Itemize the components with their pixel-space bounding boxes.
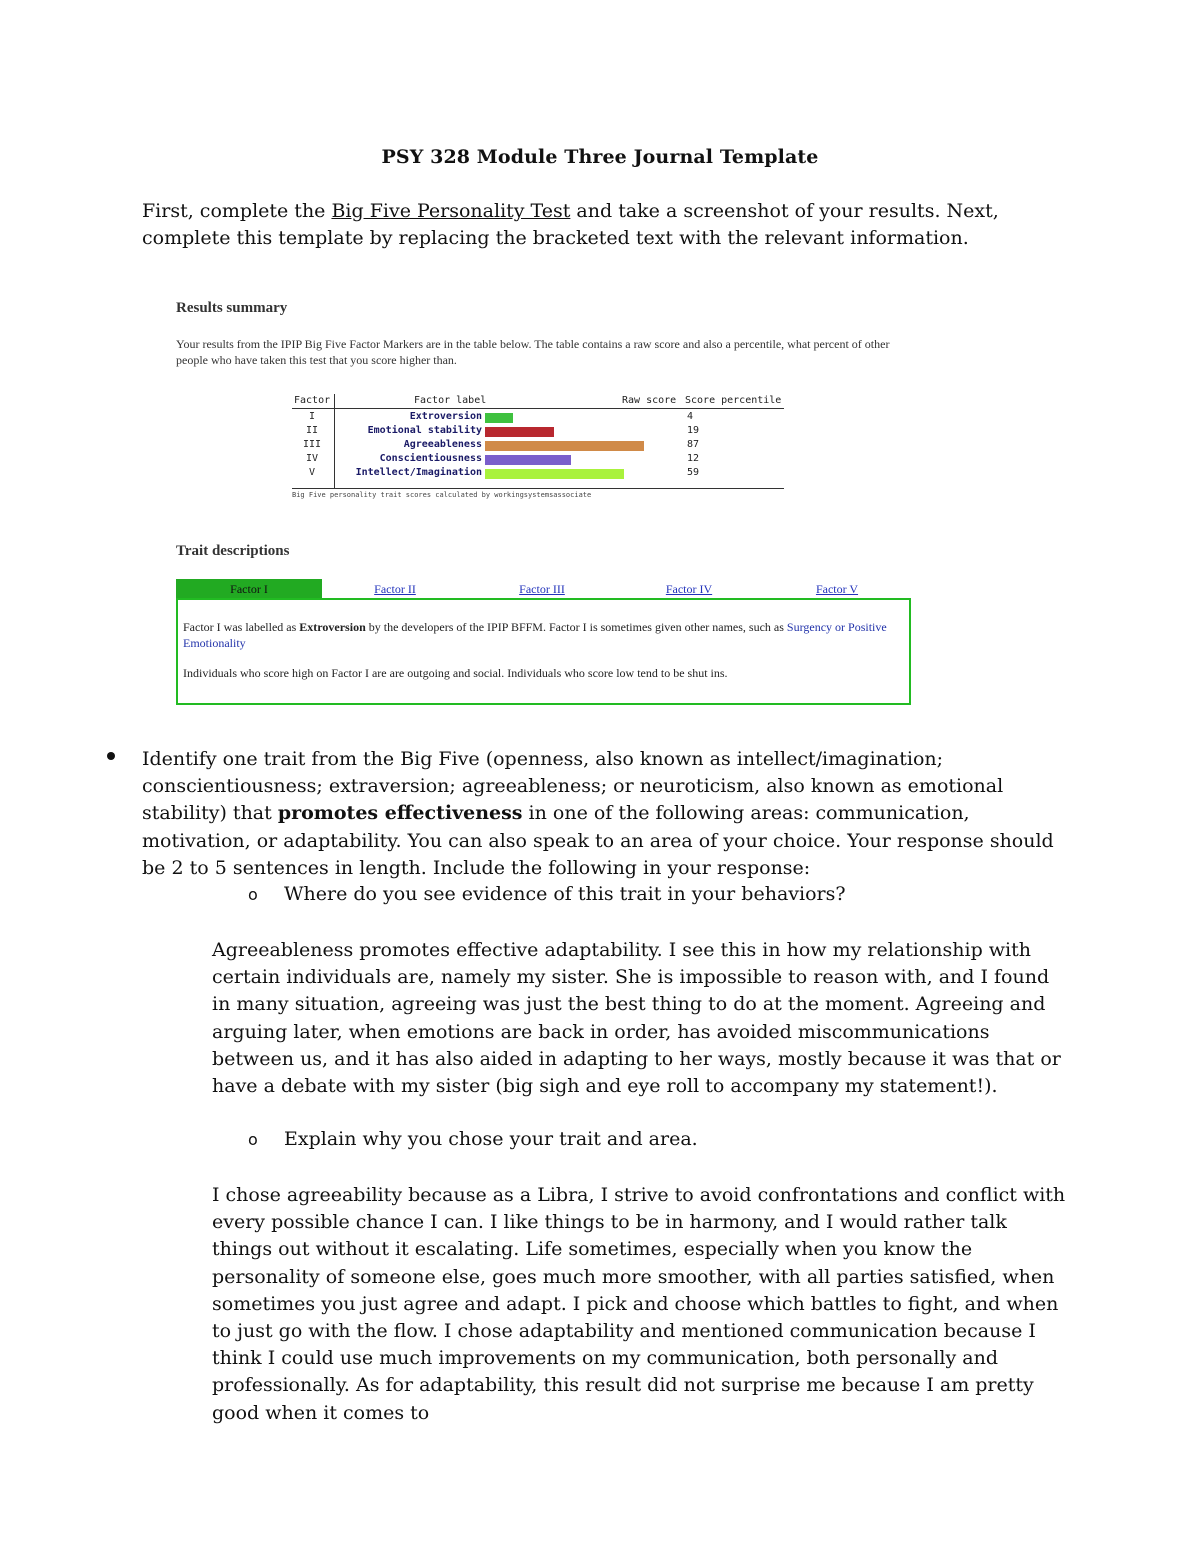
factor-label: Extroversion xyxy=(409,411,482,422)
factor-bar xyxy=(485,427,554,437)
factor-bar xyxy=(485,413,513,423)
factor-number: IV xyxy=(305,453,319,464)
document-title: PSY 328 Module Three Journal Template xyxy=(381,146,819,168)
intro-text-start: First, complete the xyxy=(142,200,332,222)
factor-number: III xyxy=(302,439,322,450)
sub-question-1-text: Where do you see evidence of this trait in your behaviors? xyxy=(284,883,846,905)
tab-factor-3[interactable]: Factor III xyxy=(519,582,565,596)
factor-description-panel xyxy=(176,598,911,705)
factor-number: II xyxy=(305,425,319,436)
intro-text-end: and take a screenshot of your results. Next, complete this template by replacing the bracketed text with the relevant information. xyxy=(142,200,999,249)
prompt-bold-text: promotes effectiveness xyxy=(277,802,523,825)
percentile-column-header: Score percentile xyxy=(685,395,782,406)
intro-paragraph xyxy=(142,198,1042,252)
factor-tabs xyxy=(176,579,911,599)
big-five-test-link[interactable]: Big Five Personality Test xyxy=(331,200,571,222)
table-footer: Big Five personality trait scores calculated by workingsystemsassociate xyxy=(292,491,592,499)
tab-factor-4[interactable]: Factor IV xyxy=(665,582,713,596)
sub-question-2-text: Explain why you chose your trait and area. xyxy=(284,1128,698,1150)
factor-bar xyxy=(485,469,624,479)
factor-row xyxy=(292,467,784,481)
prompt-text-end: in one of the following areas: communication, motivation, or adaptability. You can also speak to an area of your choice. Your response should be 2 to 5 sentences in length. Include the following in your response: xyxy=(142,802,1054,879)
prompt-text-start: Identify one trait from the Big Five (openness, also known as intellect/imagination; conscientiousness; extraversion; agreeableness; or neuroticism, also known as emotional stability) that xyxy=(142,748,1004,825)
factor-row xyxy=(292,453,784,467)
factor-bar xyxy=(485,441,644,451)
factor-number: V xyxy=(308,467,316,478)
answer-1[interactable]: Agreeableness promotes effective adaptability. I see this in how my relationship with certain individuals are, namely my sister. She is impossible to reason with, and I found in many situation, agreeing was just the best thing to do at the moment. Agreeing and arguing later, when emotions are back in order, has avoided miscommunications between us, and it has also aided in adapting to her ways, mostly because it was that or have a debate with my sister (big sigh and eye roll to accompany my statement!). xyxy=(212,939,1061,1098)
factor-name: Extroversion xyxy=(299,620,366,634)
factor-description-line2: Individuals who score high on Factor I are are outgoing and social. Individuals who score low tend to be shut ins. xyxy=(183,666,728,680)
results-screenshot xyxy=(172,298,917,708)
factor-column-header: Factor xyxy=(294,395,331,406)
factor-row xyxy=(292,425,784,439)
factor-label: Agreeableness xyxy=(403,439,482,450)
tab-factor-5[interactable]: Factor V xyxy=(815,582,859,596)
sub-question-1 xyxy=(248,881,948,908)
factor-number: I xyxy=(308,411,316,422)
factor-label: Emotional stability xyxy=(367,425,482,436)
prompt-paragraph xyxy=(142,746,1067,882)
factor-bar xyxy=(485,455,571,465)
results-summary-heading: Results summary xyxy=(176,300,288,316)
raw-score-column-header: Raw score xyxy=(622,395,677,406)
results-summary-description: Your results from the IPIP Big Five Factor Markers are in the table below. The table contains a raw score and also a percentile, what percent of other people who have taken this test that you score higher than. xyxy=(176,337,890,367)
factor-percentile: 4 xyxy=(687,411,694,422)
factor-label: Conscientiousness xyxy=(379,453,482,464)
bullet-icon xyxy=(107,752,115,760)
sub-bullet-icon: o xyxy=(248,1130,258,1149)
tab-factor-2[interactable]: Factor II xyxy=(374,582,416,596)
factor-label: Intellect/Imagination xyxy=(355,467,482,478)
sub-bullet-icon: o xyxy=(248,885,258,904)
factor-desc-text: Factor I was labelled as xyxy=(183,620,300,634)
factor-row xyxy=(292,439,784,453)
factor-score-table xyxy=(292,394,784,499)
answer-2[interactable]: I chose agreeability because as a Libra, I strive to avoid confrontations and conflict with every possible chance I can. I like things to be in harmony, and I would rather talk things out without it escalating. Life sometimes, especially when you know the personality of someone else, goes much more smoother, with all parties satisfied, when sometimes you just agree and adapt. I pick and choose which battles to fight, and when to just go with the flow. I chose adaptability and mentioned communication because I think I could use much improvements on my communication, both personally and professionally. As for adaptability, this result did not surprise me because I am pretty good when it comes to xyxy=(212,1184,1066,1424)
sub-question-2 xyxy=(248,1126,948,1153)
factor-label-column-header: Factor label xyxy=(414,395,487,406)
factor-percentile: 19 xyxy=(687,425,700,436)
factor-desc-text-2: by the developers of the IPIP BFFM. Factor I is sometimes given other names, such as xyxy=(365,620,787,634)
factor-percentile: 12 xyxy=(687,453,700,464)
tab-factor-1[interactable]: Factor I xyxy=(176,579,322,599)
table-bottom-rule xyxy=(292,488,784,489)
factor-percentile: 59 xyxy=(687,467,700,478)
factor-row xyxy=(292,411,784,425)
factor-alt-names: Surgency or Positive Emotionality xyxy=(183,620,887,650)
factor-description-line1 xyxy=(183,619,903,651)
trait-descriptions-heading: Trait descriptions xyxy=(176,543,290,559)
factor-percentile: 87 xyxy=(687,439,700,450)
table-header-rule xyxy=(292,408,784,409)
